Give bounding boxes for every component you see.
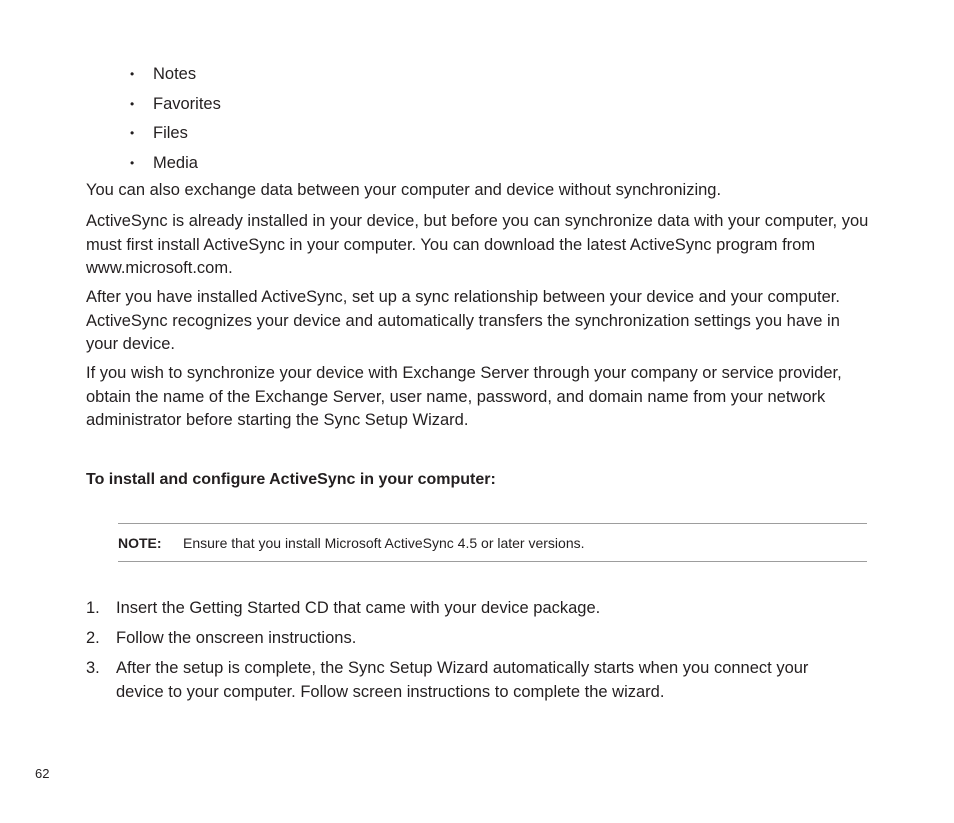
step-text: After the setup is complete, the Sync Setup Wizard automatically starts when you connect your device to your computer. Follow screen instructions to complete the wizard. bbox=[116, 659, 809, 701]
note-label: NOTE: bbox=[118, 535, 162, 551]
note-box bbox=[118, 523, 867, 562]
step-number: 2. bbox=[86, 629, 100, 647]
step-number: 1. bbox=[86, 599, 100, 617]
sync-items-list bbox=[128, 61, 221, 180]
list-item bbox=[128, 91, 221, 121]
paragraph-activesync-install: ActiveSync is already installed in your device, but before you can synchronize data with your computer, you must first install ActiveSync in your computer. You can download the latest ActiveSync program from www.microsoft.com. bbox=[86, 212, 869, 277]
paragraph-exchange-server: If you wish to synchronize your device with Exchange Server through your company or service provider, obtain the name of the Exchange Server, user name, password, and domain name from your network administrator before starting the Sync Setup Wizard. bbox=[86, 364, 842, 429]
section-heading: To install and configure ActiveSync in your computer: bbox=[86, 471, 496, 488]
bullet-icon: • bbox=[130, 96, 135, 111]
paragraph-sync-relationship: After you have installed ActiveSync, set up a sync relationship between your device and your computer. ActiveSync recognizes your device and automatically transfers the synchronization settings you have in your device. bbox=[86, 288, 840, 353]
list-item bbox=[128, 150, 221, 180]
list-item-label: Notes bbox=[153, 65, 197, 83]
list-item-label: Files bbox=[153, 124, 188, 143]
step-item bbox=[86, 627, 846, 651]
list-item-label: Favorites bbox=[153, 94, 221, 113]
list-item bbox=[128, 120, 221, 150]
step-item bbox=[86, 597, 846, 621]
page-number: 62 bbox=[35, 766, 50, 781]
list-item-label: Media bbox=[153, 154, 198, 173]
step-item bbox=[86, 657, 846, 704]
step-number: 3. bbox=[86, 659, 100, 677]
step-text: Insert the Getting Started CD that came with your device package. bbox=[116, 599, 601, 617]
bullet-icon: • bbox=[130, 156, 135, 171]
bullet-icon: • bbox=[130, 67, 135, 81]
install-steps-list bbox=[86, 597, 846, 711]
list-item bbox=[128, 61, 221, 91]
note-text: Ensure that you install Microsoft ActiveSync 4.5 or later versions. bbox=[183, 535, 585, 551]
bullet-icon: • bbox=[130, 126, 135, 141]
paragraph-exchange-data: You can also exchange data between your computer and device without synchronizing. bbox=[86, 181, 722, 199]
step-text: Follow the onscreen instructions. bbox=[116, 629, 357, 647]
